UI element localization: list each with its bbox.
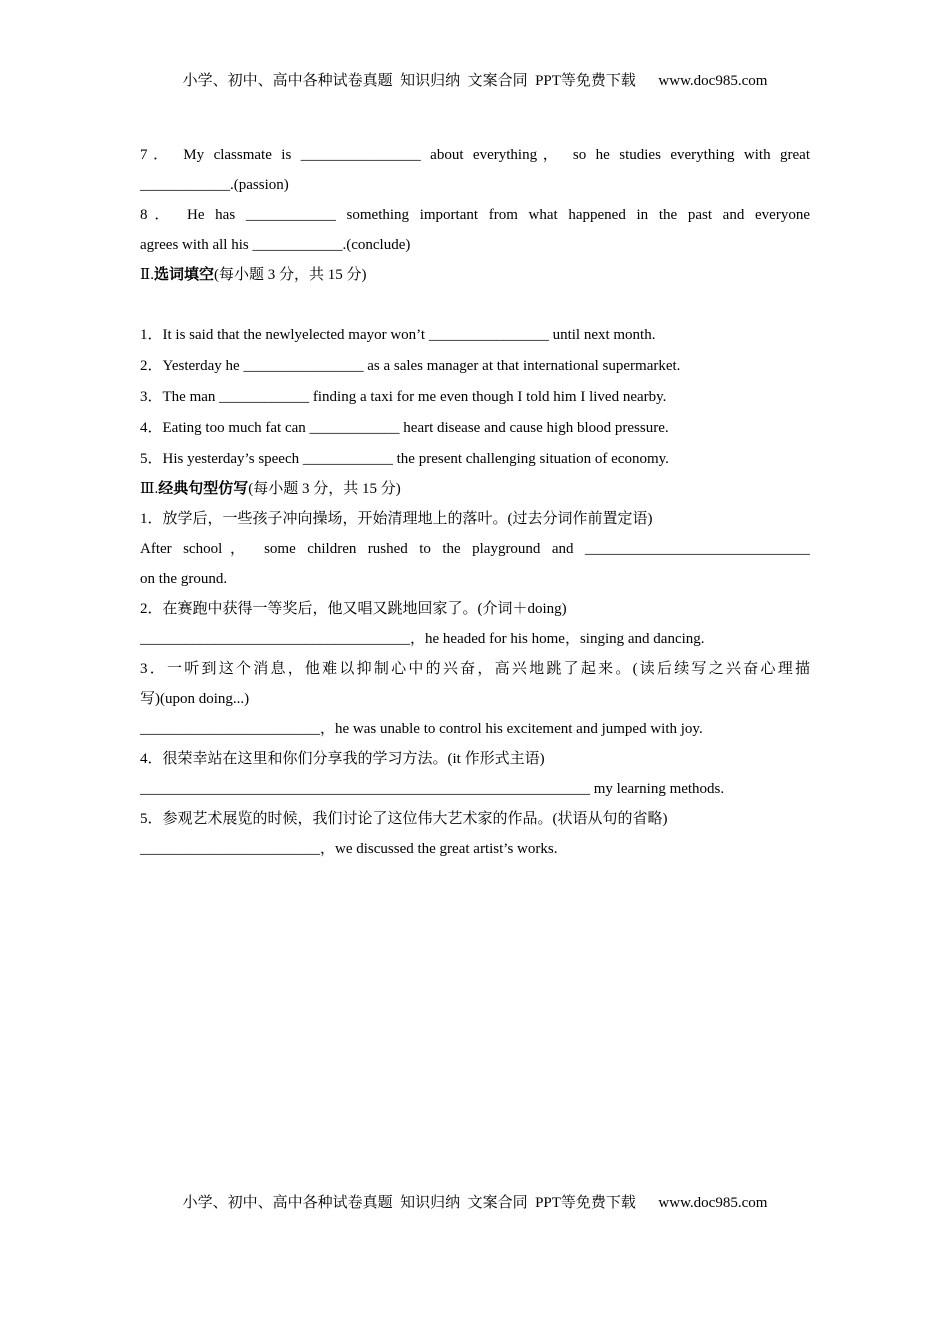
- section-3-q1-chinese: 1．放学后，一些孩子冲向操场，开始清理地上的落叶。(过去分词作前置定语): [140, 511, 653, 527]
- section-3-q2-chinese: 2．在赛跑中获得一等奖后，他又唱又跳地回家了。(介词＋doing): [140, 601, 567, 617]
- question-8-line-1: 8． He has ____________ something important from what happened in the past and everyone: [140, 207, 810, 223]
- section-3-q4-chinese: 4．很荣幸站在这里和你们分享我的学习方法。(it 作形式主语): [140, 751, 545, 767]
- section-3-scoring: (每小题 3 分，共 15 分): [248, 481, 401, 497]
- question-7-line-1: 7． My classmate is ________________ about everything， so he studies everything with great: [140, 147, 810, 163]
- section-3-q3-chinese-line-2: 写)(upon doing...): [140, 691, 250, 707]
- section-3-title: [140, 474, 810, 504]
- section-2-item-5: 5．His yesterday’s speech ____________ the present challenging situation of economy.: [140, 451, 669, 467]
- section-3-q5-english: ________________________，we discussed the great artist’s works.: [140, 841, 558, 857]
- section-2-item-2: 2．Yesterday he ________________ as a sales manager at that international supermarket.: [140, 358, 681, 374]
- section-3-heading: 经典句型仿写: [158, 481, 249, 497]
- section-3-q2-english: ____________________________________，he headed for his home，singing and dancing.: [140, 631, 705, 647]
- question-8-line-2: agrees with all his ____________.(conclude): [140, 237, 411, 253]
- section-2-item-4: 4．Eating too much fat can ____________ heart disease and cause high blood pressure.: [140, 420, 669, 436]
- section-3-number: Ⅲ.: [140, 481, 159, 497]
- section-2-title: [140, 260, 810, 290]
- section-3-q3-english: ________________________，he was unable to control his excitement and jumped with joy.: [140, 721, 703, 737]
- section-3-q5-chinese: 5．参观艺术展览的时候，我们讨论了这位伟大艺术家的作品。(状语从句的省略): [140, 811, 668, 827]
- question-7-line-2: ____________.(passion): [140, 177, 289, 193]
- section-3-q1-english-line-1: After school， some children rushed to the playground and ______________________________: [140, 541, 810, 557]
- spacer: [140, 290, 810, 320]
- exercise-content: [140, 140, 810, 864]
- page-header: 小学、初中、高中各种试卷真题 知识归纳 文案合同 PPT等免费下载 www.doc985.com: [182, 73, 768, 89]
- section-2-item-3: 3．The man ____________ finding a taxi for me even though I told him I lived nearby.: [140, 389, 667, 405]
- page-footer: 小学、初中、高中各种试卷真题 知识归纳 文案合同 PPT等免费下载 www.doc985.com: [182, 1195, 768, 1211]
- section-2-number: Ⅱ.: [140, 267, 154, 283]
- section-3-q4-english: ____________________________________________________________ my learning methods.: [140, 781, 725, 797]
- section-3-q1-english-line-2: on the ground.: [140, 571, 228, 587]
- section-2-heading: 选词填空: [153, 267, 214, 283]
- section-3-q3-chinese-line-1: 3．一听到这个消息，他难以抑制心中的兴奋，高兴地跳了起来。(读后续写之兴奋心理描: [140, 661, 810, 677]
- section-2-item-1: 1．It is said that the newlyelected mayor won’t ________________ until next month.: [140, 327, 656, 343]
- section-2-scoring: (每小题 3 分，共 15 分): [213, 267, 367, 283]
